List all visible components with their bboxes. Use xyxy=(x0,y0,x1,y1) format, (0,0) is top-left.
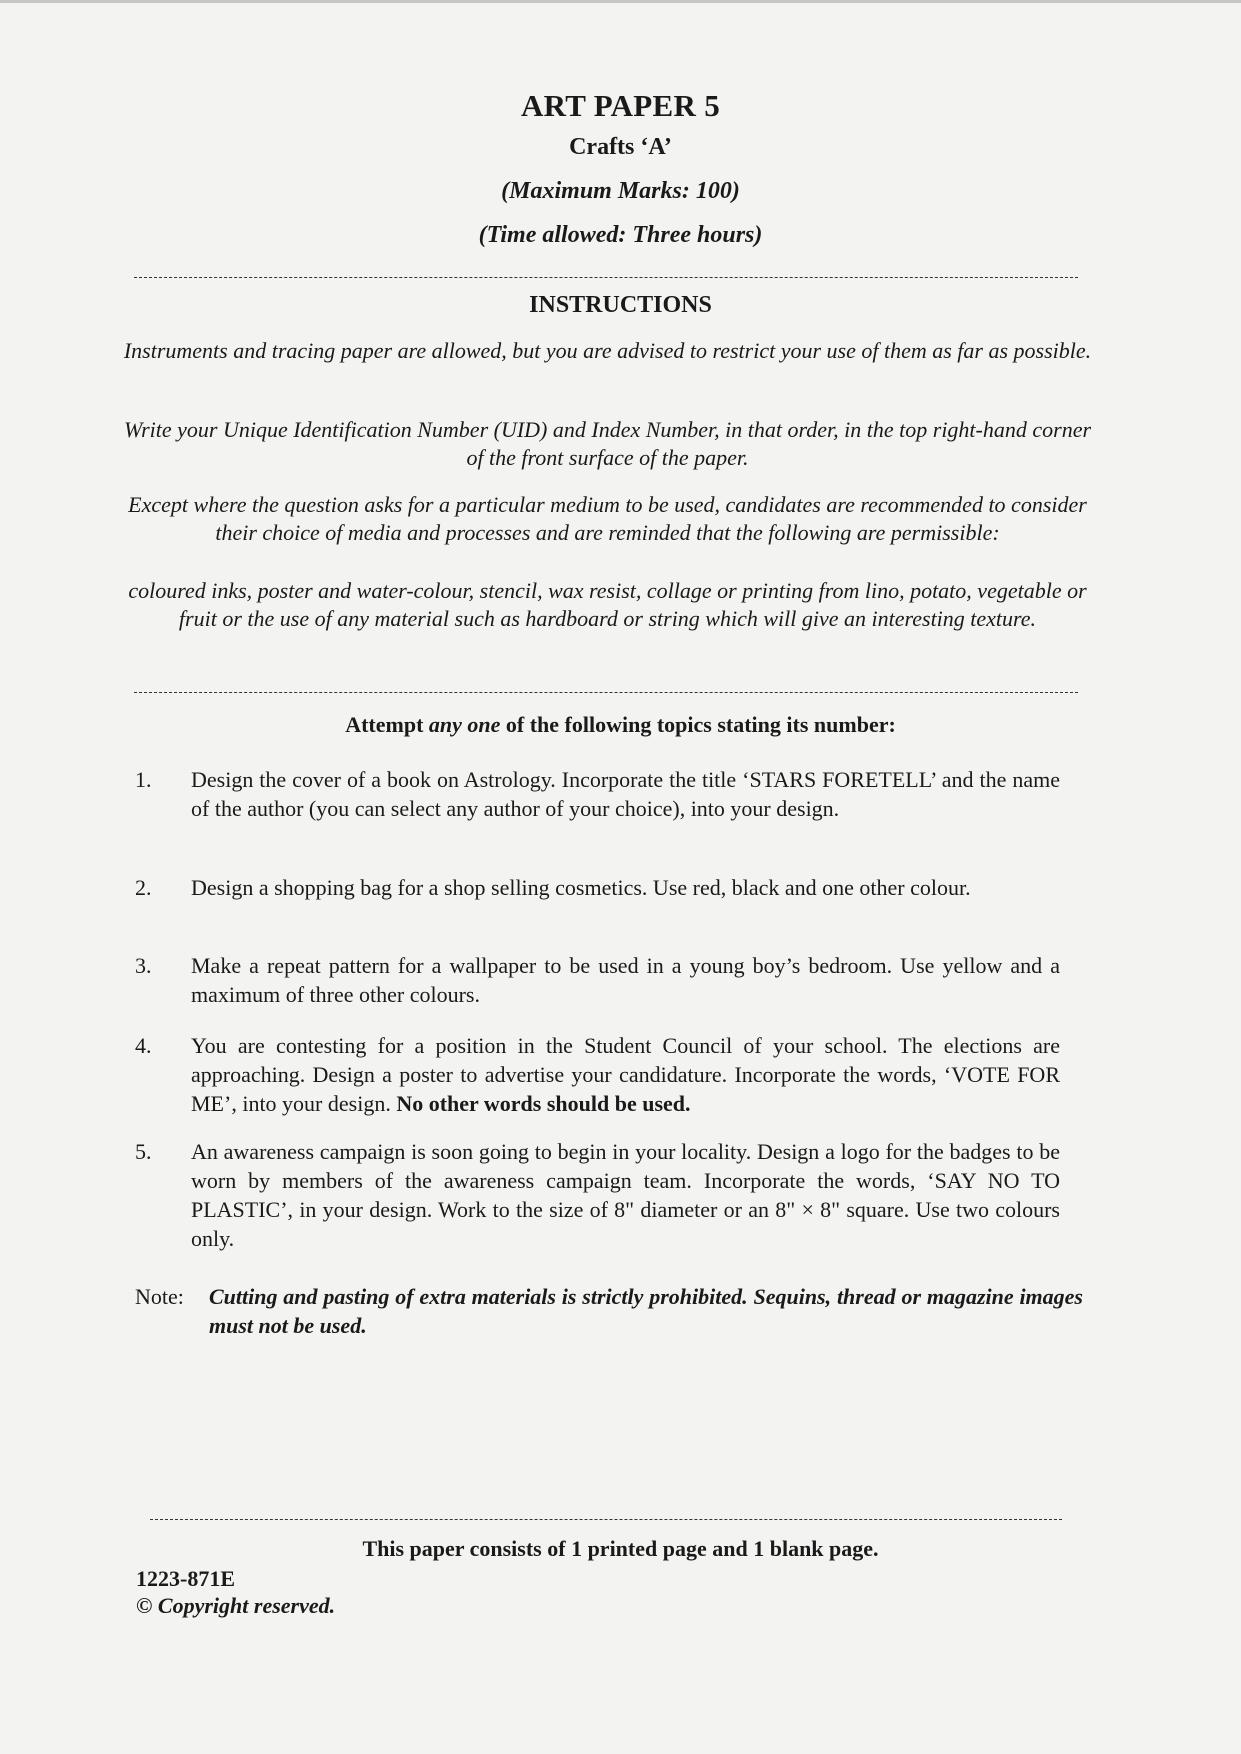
scan-edge xyxy=(0,0,1241,3)
question-text: Design a shopping bag for a shop selling cosmetics. Use red, black and one other colour. xyxy=(191,875,971,900)
question-text-wrap xyxy=(191,1031,1060,1118)
question-number: 2. xyxy=(135,875,152,900)
question-5 xyxy=(135,1137,1060,1253)
question-4 xyxy=(135,1031,1060,1118)
divider-middle xyxy=(134,692,1078,693)
note-label: Note: xyxy=(135,1284,184,1309)
instruction-3: Except where the question asks for a particular medium to be used, candidates are recommended to consider their choice of media and processes and are reminded that the following are permissible: xyxy=(128,492,1087,545)
question-3 xyxy=(135,951,1060,1009)
instruction-2: Write your Unique Identification Number (UID) and Index Number, in that order, in the top right-hand corner of the front surface of the paper. xyxy=(123,417,1092,470)
paper-title: ART PAPER 5 xyxy=(520,88,721,123)
attempt-suffix: of the following topics stating its number: xyxy=(505,712,896,737)
question-1 xyxy=(135,765,1060,823)
question-text: Design the cover of a book on Astrology. Incorporate the title ‘STARS FORETELL’ and the name of the author (you can select any author of your choice), into your design. xyxy=(191,767,1060,821)
attempt-emphasis: any one xyxy=(428,712,501,737)
note xyxy=(135,1282,1083,1340)
instruction-1: Instruments and tracing paper are allowed, but you are advised to restrict your use of them as far as possible. xyxy=(123,338,1092,363)
paper-header xyxy=(0,88,1241,250)
page-count: This paper consists of 1 printed page and 1 blank page. xyxy=(362,1536,879,1561)
attempt-instruction xyxy=(0,711,1241,739)
divider-top xyxy=(134,277,1078,278)
question-number: 3. xyxy=(135,953,152,978)
question-text: An awareness campaign is soon going to begin in your locality. Design a logo for the badges to be worn by members of the awareness campaign team. Incorporate the words, ‘SAY NO TO PLASTIC’, in your design. Work to the size of 8" diameter or an 8" × 8" square. Use two colours only. xyxy=(191,1139,1060,1251)
question-number: 4. xyxy=(135,1033,152,1058)
question-text: You are contesting for a position in the Student Council of your school. The elections are approaching. Design a poster to advertise your candidature. Incorporate the words, ‘VOTE FOR ME’, into your design. xyxy=(191,1033,1060,1116)
paper-code: 1223-871E xyxy=(136,1566,235,1591)
question-emphasis: No other words should be used. xyxy=(396,1091,691,1116)
attempt-prefix: Attempt xyxy=(345,712,424,737)
question-number: 1. xyxy=(135,767,152,792)
maximum-marks: (Maximum Marks: 100) xyxy=(501,178,740,204)
time-allowed: (Time allowed: Three hours) xyxy=(478,222,763,248)
note-text: Cutting and pasting of extra materials is strictly prohibited. Sequins, thread or magazine images must not be used. xyxy=(209,1284,1083,1338)
question-number: 5. xyxy=(135,1139,152,1164)
paper-subtitle: Crafts ‘A’ xyxy=(569,134,672,160)
question-2 xyxy=(135,873,1060,902)
question-text: Make a repeat pattern for a wallpaper to be used in a young boy’s bedroom. Use yellow and a maximum of three other colours. xyxy=(191,953,1060,1007)
copyright: © Copyright reserved. xyxy=(136,1593,336,1618)
divider-footer xyxy=(150,1519,1062,1520)
permissible-media: coloured inks, poster and water-colour, stencil, wax resist, collage or printing from lino, potato, vegetable or fruit or the use of any material such as hardboard or string which will give an interesting texture. xyxy=(128,578,1087,631)
instructions-heading: INSTRUCTIONS xyxy=(529,292,712,318)
